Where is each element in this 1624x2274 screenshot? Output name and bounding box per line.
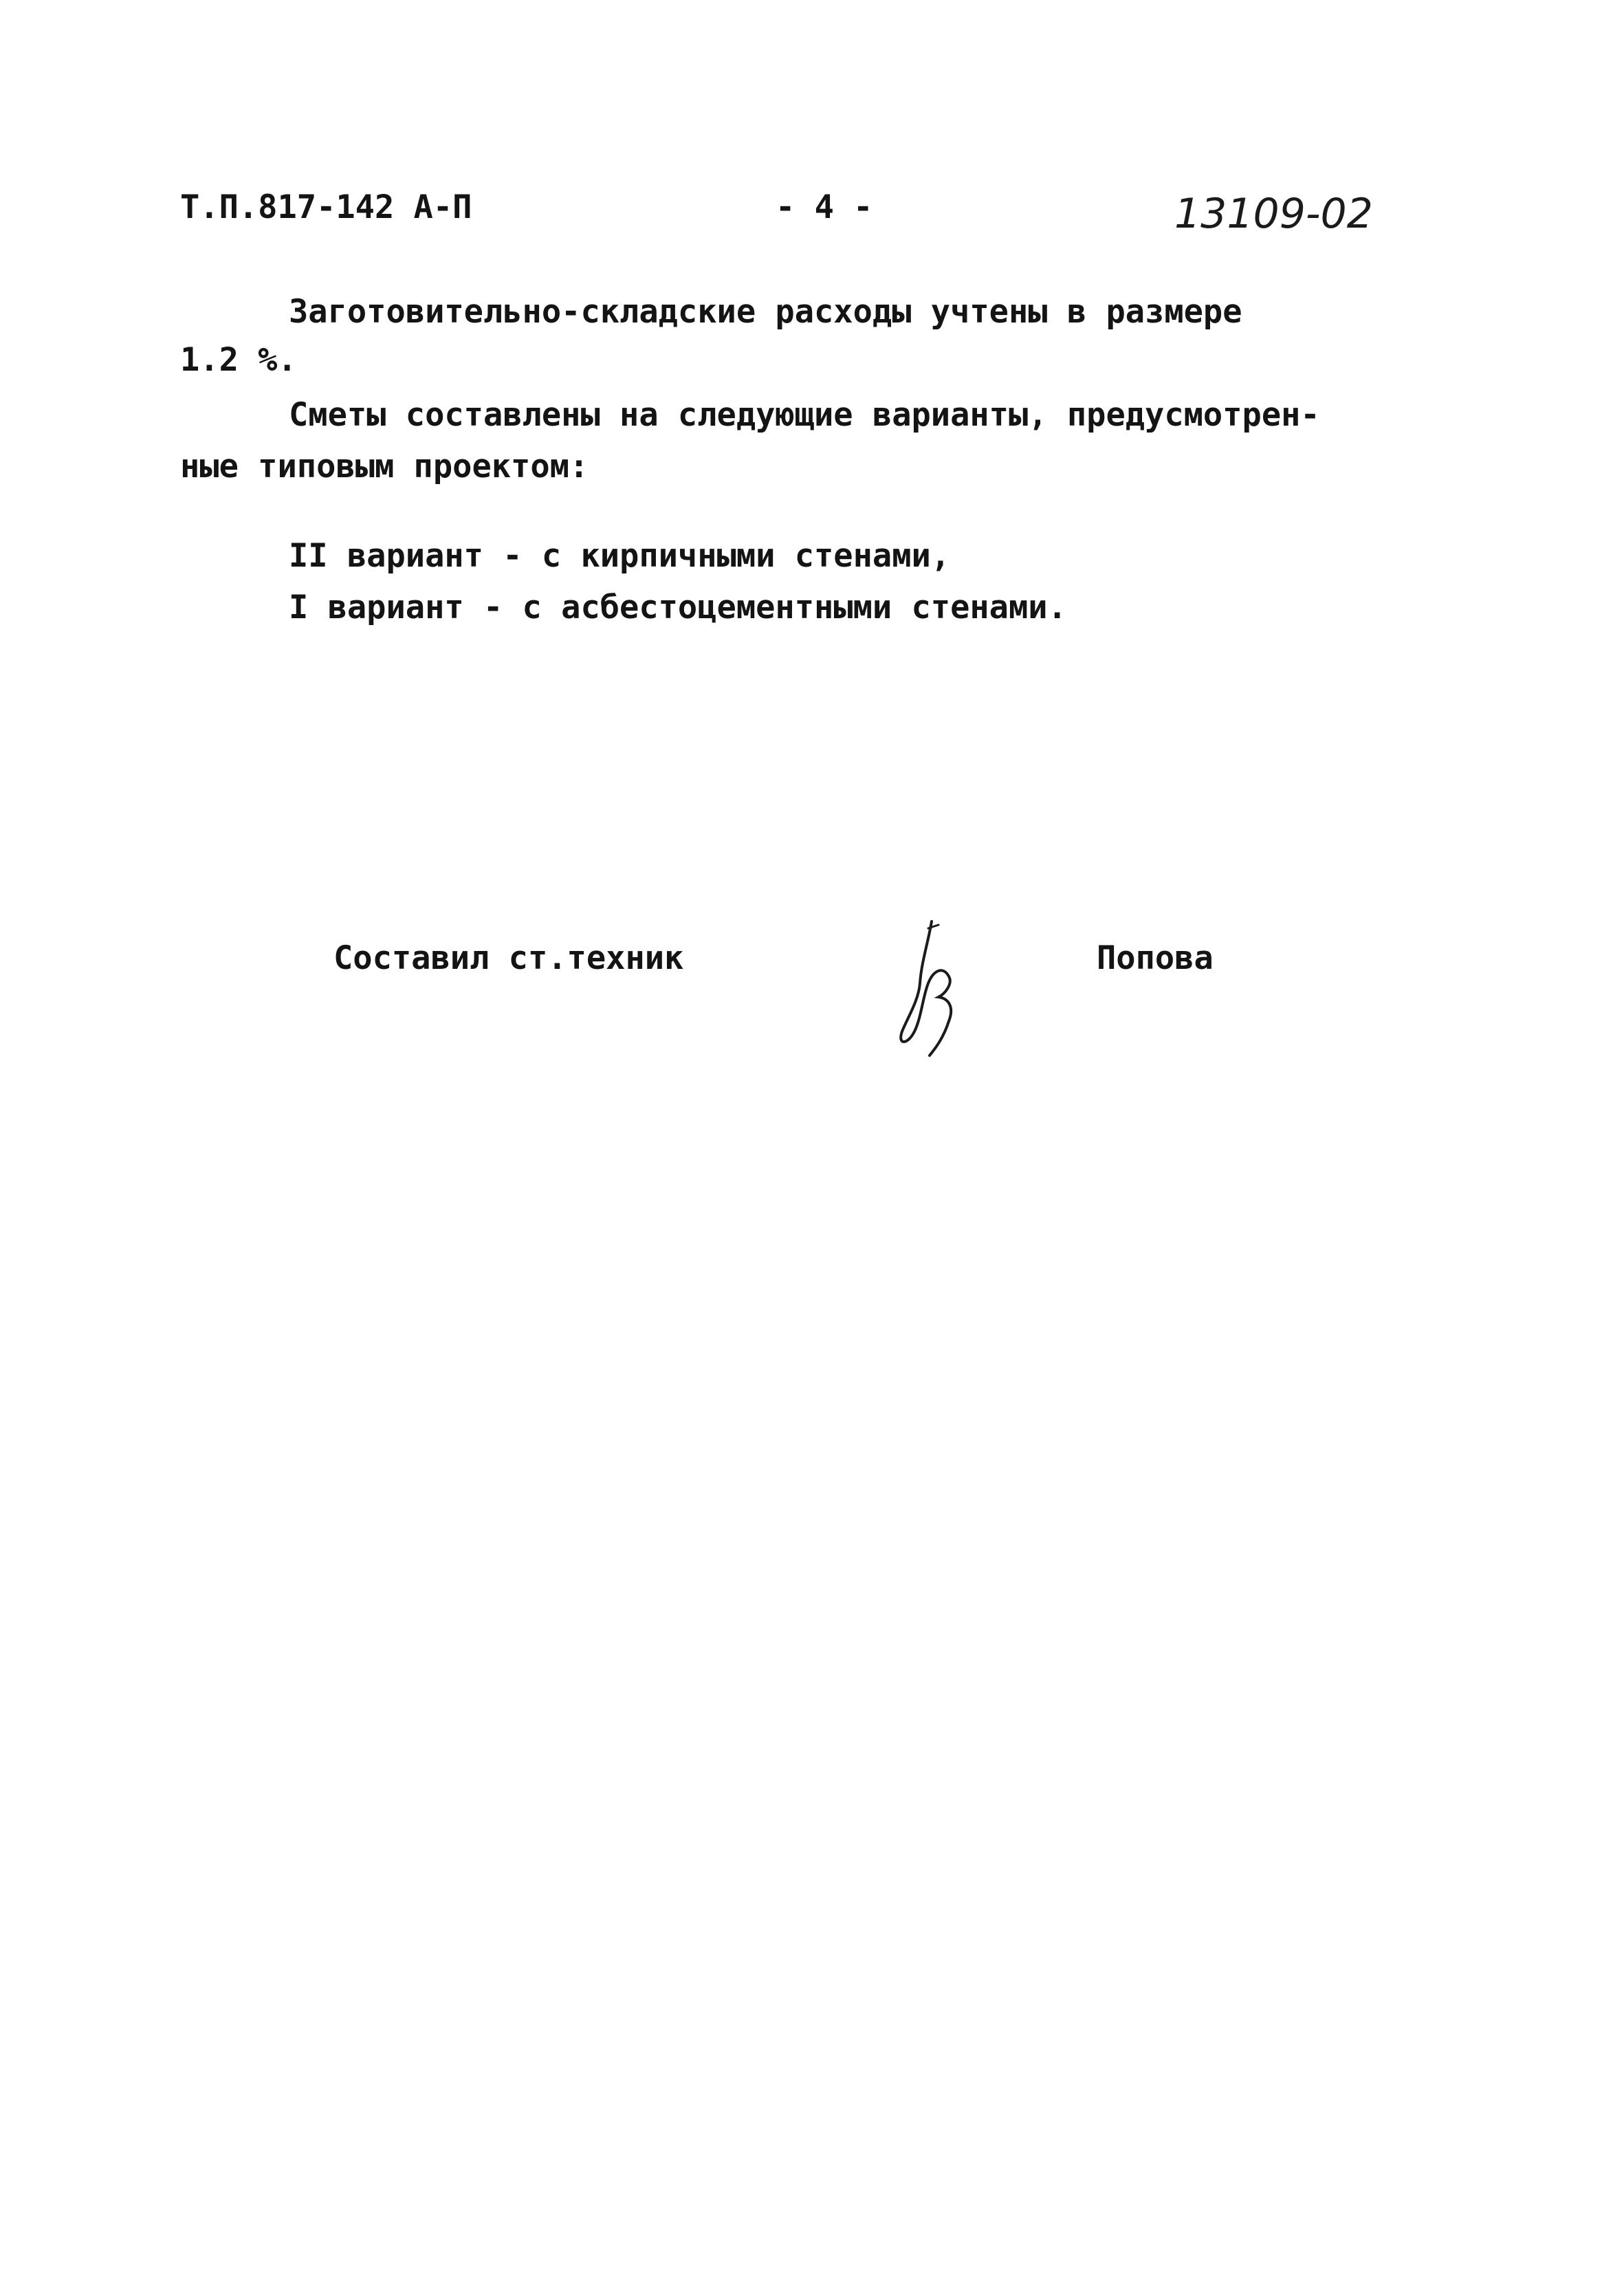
compiled-by-label: Составил ст.техник — [333, 939, 684, 977]
paragraph-2-line-2: ные типовым проектом: — [180, 448, 589, 485]
paragraph-1-line-2: 1.2 %. — [180, 341, 297, 379]
paragraph-2-line-1: Сметы составлены на следующие варианты, предусмотрен- — [289, 396, 1320, 434]
page-number: - 4 - — [776, 188, 873, 226]
document-code: Т.П.817-142 А-П — [180, 188, 472, 226]
compiler-name: Попова — [1097, 939, 1214, 977]
variant-item: I вариант - с асбестоцементными стенами. — [289, 589, 1067, 626]
inventory-number: 13109-02 — [1174, 190, 1373, 238]
variant-item: II вариант - с кирпичными стенами, — [289, 537, 951, 575]
paragraph-1-line-1: Заготовительно-складские расходы учтены в размере — [289, 293, 1242, 331]
signature-image — [880, 915, 983, 1059]
